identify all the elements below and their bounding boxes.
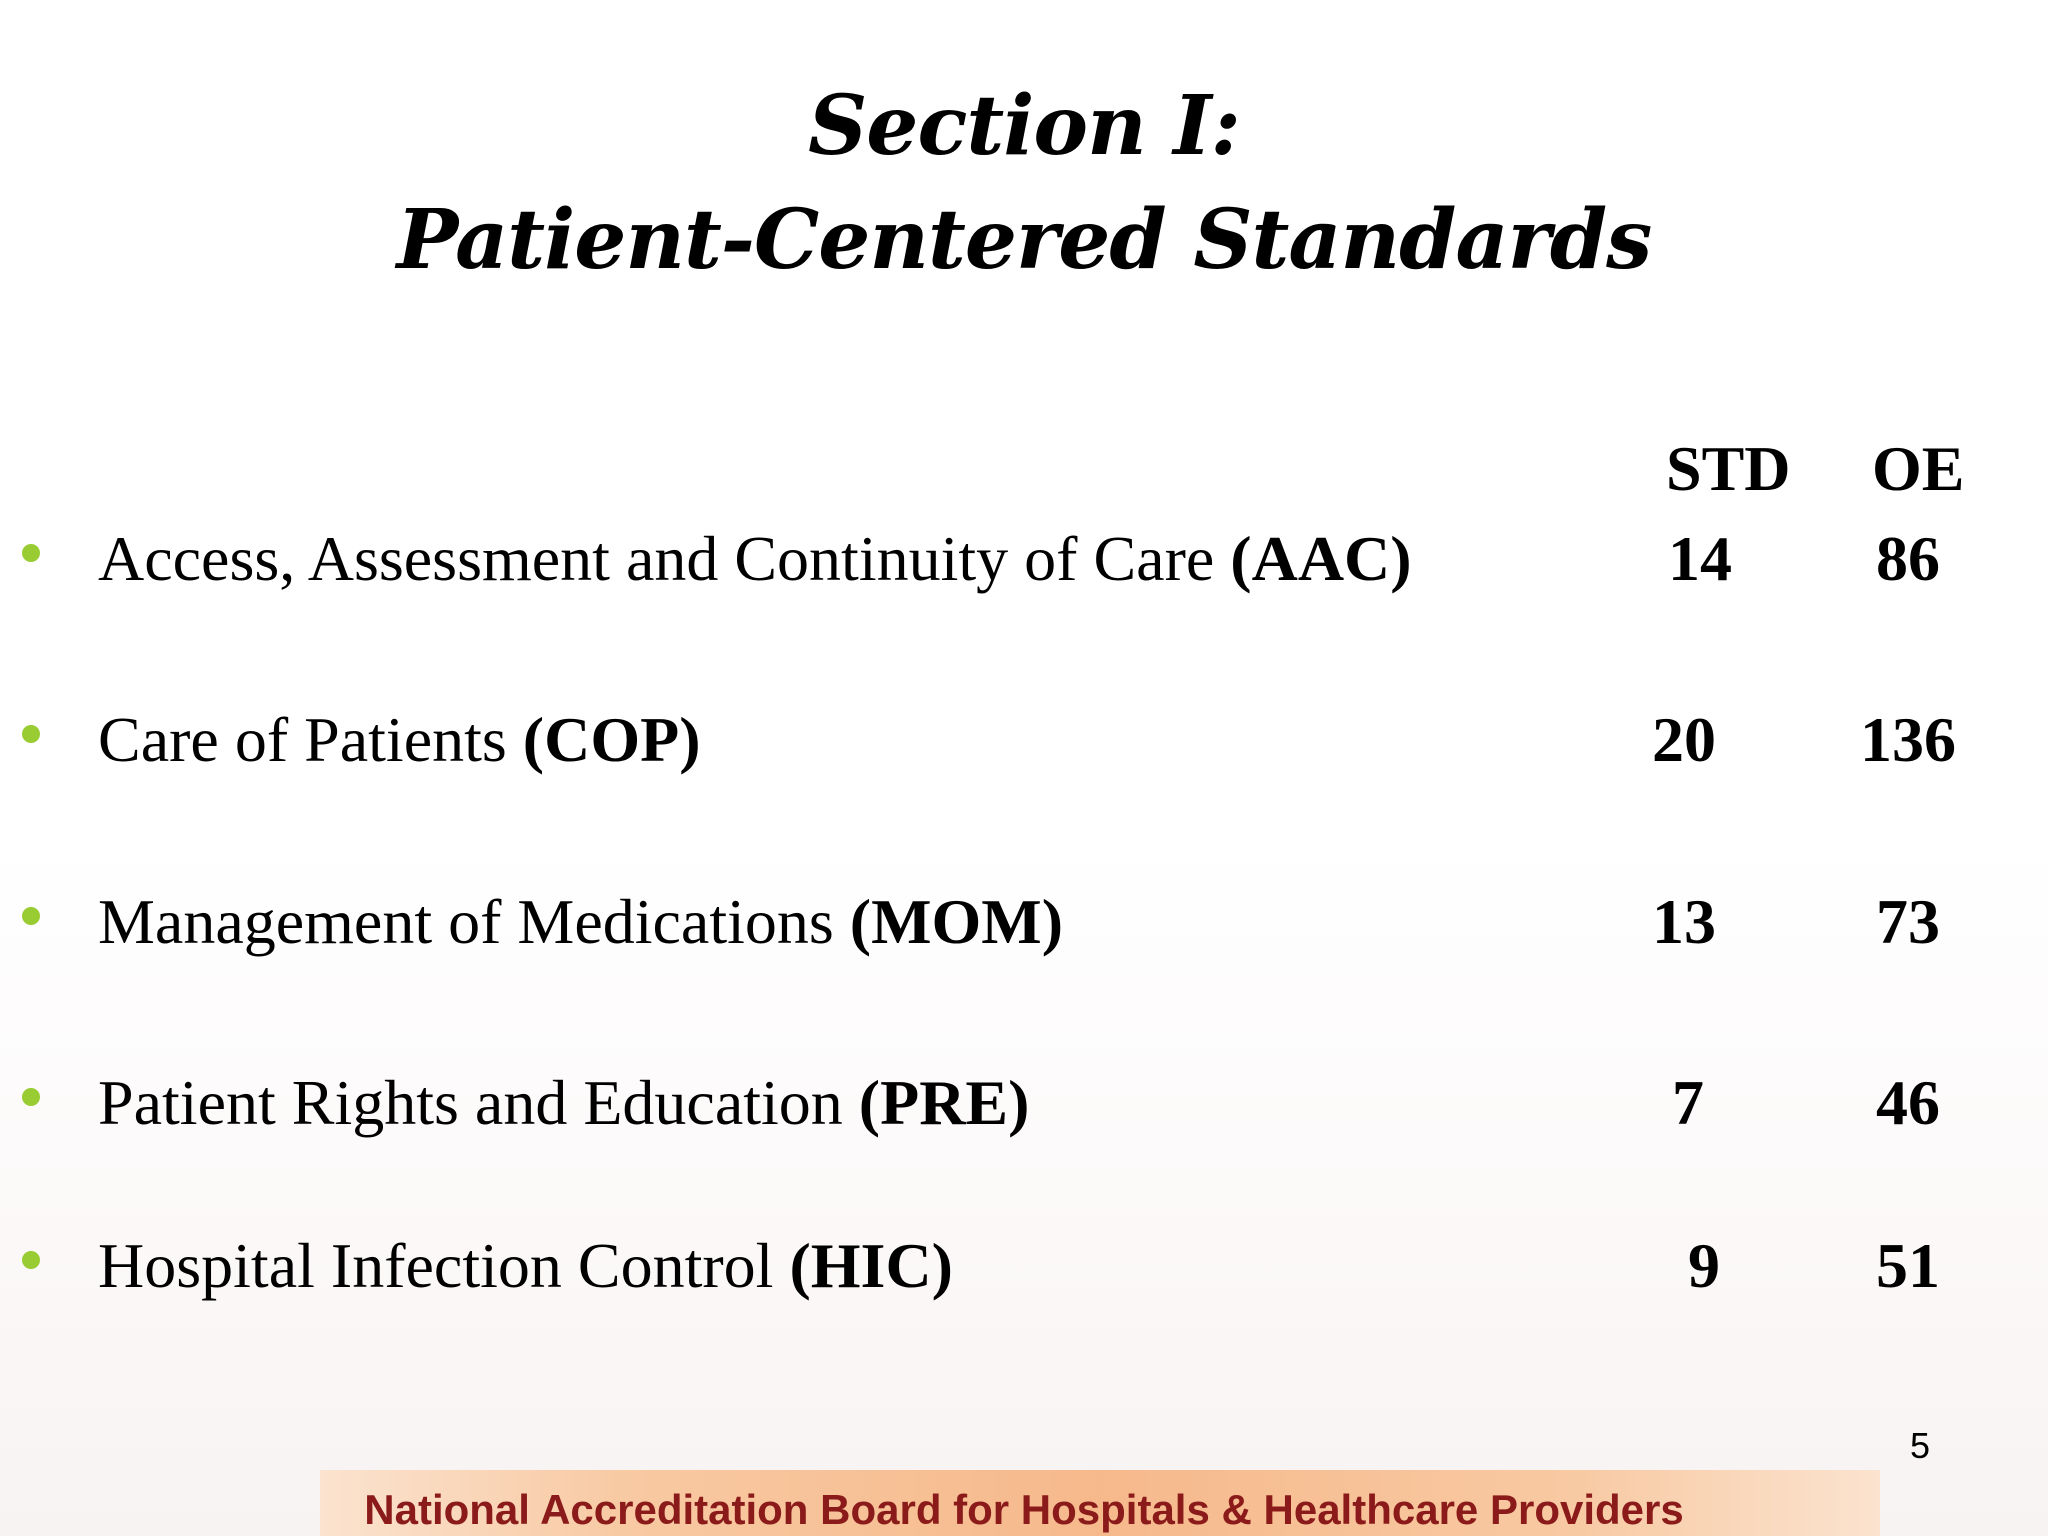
std-count: 14 [1668, 523, 1732, 594]
standard-abbreviation: (AAC) [1230, 523, 1412, 594]
standard-name: Care of Patients [98, 704, 523, 775]
standard-label [98, 1066, 1029, 1140]
std-count: 20 [1652, 704, 1716, 775]
standard-label [98, 703, 701, 777]
page-number: 5 [1910, 1425, 1931, 1466]
std-count: 13 [1652, 886, 1716, 957]
standard-abbreviation: (PRE) [858, 1067, 1030, 1138]
standard-row [0, 522, 2048, 612]
standard-name: Management of Medications [98, 886, 850, 957]
standard-abbreviation: (MOM) [849, 886, 1063, 957]
oe-count: 51 [1876, 1230, 1940, 1301]
column-header-std: STD [1666, 433, 1791, 504]
title-line-1: Section I: [808, 78, 1240, 174]
standard-row [0, 885, 2048, 975]
bullet-icon [22, 1251, 40, 1269]
bullet-icon [22, 725, 40, 743]
standard-abbreviation: (HIC) [789, 1230, 953, 1301]
standard-abbreviation: (COP) [522, 704, 701, 775]
bullet-icon [22, 1088, 40, 1106]
oe-count: 73 [1876, 886, 1940, 957]
standard-name: Patient Rights and Education [98, 1067, 859, 1138]
title-line-2: Patient-Centered Standards [396, 192, 1652, 288]
bullet-icon [22, 907, 40, 925]
standard-label [98, 885, 1063, 959]
column-header-oe: OE [1872, 433, 1965, 504]
standard-row [0, 703, 2048, 793]
standard-name: Hospital Infection Control [98, 1230, 790, 1301]
standard-label [98, 1229, 953, 1303]
std-count: 9 [1688, 1230, 1720, 1301]
standard-row [0, 1229, 2048, 1319]
bullet-icon [22, 544, 40, 562]
standard-label [98, 522, 1412, 596]
footer-text: National Accreditation Board for Hospitals & Healthcare Providers [364, 1486, 1684, 1533]
standard-name: Access, Assessment and Continuity of Care [98, 523, 1231, 594]
oe-count: 46 [1876, 1067, 1940, 1138]
std-count: 7 [1672, 1067, 1704, 1138]
oe-count: 136 [1860, 704, 1956, 775]
oe-count: 86 [1876, 523, 1940, 594]
standard-row [0, 1066, 2048, 1156]
